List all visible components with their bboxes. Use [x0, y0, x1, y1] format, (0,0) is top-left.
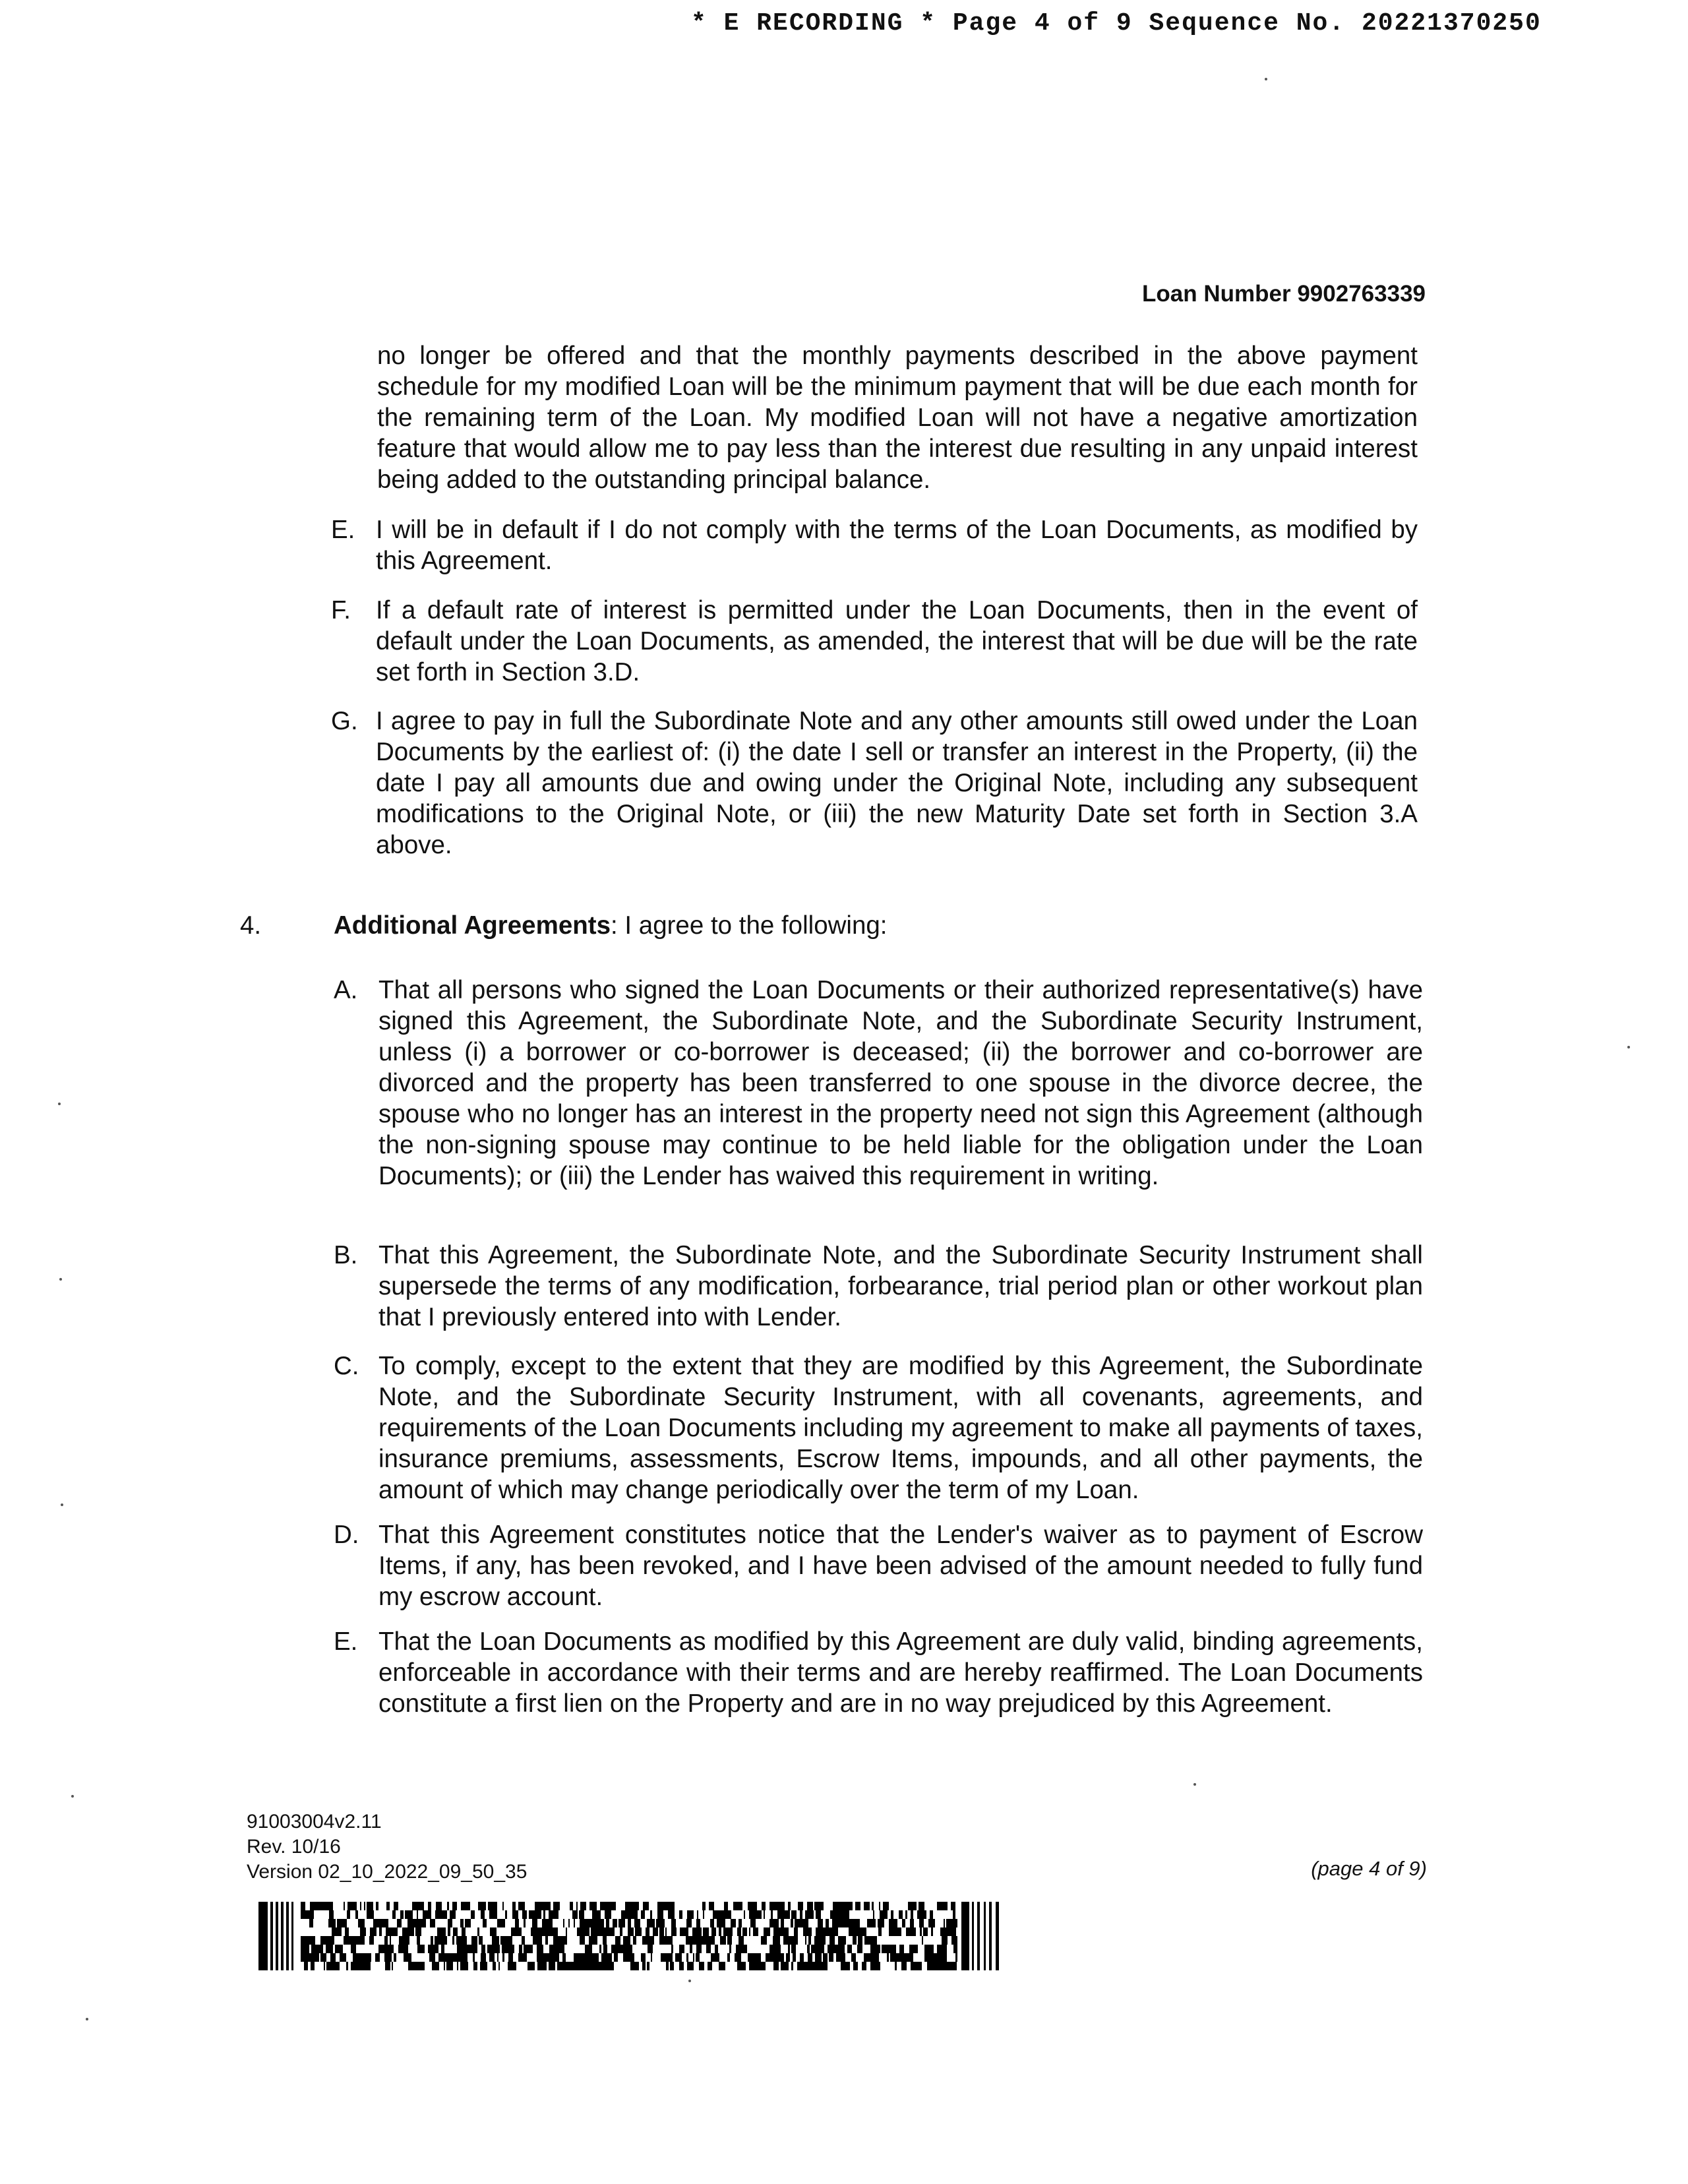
scan-speck: [86, 2018, 88, 2020]
recording-header: * E RECORDING * Page 4 of 9 Sequence No. 20221370250: [691, 9, 1542, 38]
scan-speck: [1193, 1783, 1196, 1786]
section3-item-e: [331, 514, 1418, 576]
item-letter: C.: [334, 1352, 359, 1380]
section4-item-c: [334, 1350, 1423, 1505]
item-letter: G.: [331, 707, 358, 735]
scan-speck: [58, 1103, 61, 1105]
section-title: Additional Agreements: [334, 911, 611, 940]
continued-paragraph: no longer be offered and that the monthly payments described in the above payment schedule for my modified Loan will be the minimum payment that will be due each month for the remaining term of the Loan. My modified Loan will not have a negative amortization feature that would allow me to pay less than the interest due resulting in any unpaid interest being added to the outstanding principal balance.: [377, 342, 1418, 494]
pdf417-barcode: [258, 1902, 1002, 1970]
item-text: That all persons who signed the Loan Documents or their authorized representative(s) have signed this Agreement, the Subordinate Note, and the Subordinate Security Instrument, unless (i) a borrower or co-borrower is deceased; (ii) the borrower and co-borrower are divorced and the property has been transferred to one spouse in the divorce decree, the spouse who no longer has an interest in the property need not sign this Agreement (although the non-signing spouse may continue to be held liable for the obligation under the Loan Documents); or (iii) the Lender has waived this requirement in writing.: [378, 976, 1423, 1190]
section-4-heading: [240, 910, 887, 941]
section-number: 4.: [240, 911, 262, 940]
scan-speck: [1265, 78, 1267, 80]
scan-speck: [61, 1503, 63, 1506]
item-letter: B.: [334, 1241, 358, 1269]
scan-speck: [1627, 1046, 1630, 1048]
item-text: If a default rate of interest is permitted under the Loan Documents, then in the event of default under the Loan Documents, as amended, the interest that will be due will be the rate set forth in Section 3.D.: [376, 596, 1418, 686]
section4-item-d: [334, 1519, 1423, 1612]
item-letter: E.: [331, 516, 355, 544]
scan-speck: [688, 1980, 691, 1982]
section4-item-a: [334, 975, 1423, 1192]
item-text: I will be in default if I do not comply with the terms of the Loan Documents, as modified by this Agreement.: [376, 516, 1418, 575]
section3-item-g: [331, 706, 1418, 861]
item-text: I agree to pay in full the Subordinate Note and any other amounts still owed under the Loan Documents by the earliest of: (i) the date I sell or transfer an interest in the Property, (ii) the date I pay all amounts due and owing under the Original Note, including any subsequent modifications to the Original Note, or (iii) the new Maturity Date set forth in Section 3.A above.: [376, 707, 1418, 859]
item-letter: A.: [334, 976, 358, 1004]
form-id: 91003004v2.11: [247, 1811, 382, 1833]
item-letter: E.: [334, 1627, 358, 1656]
section3-item-f: [331, 595, 1418, 688]
form-revision: Rev. 10/16: [247, 1836, 341, 1858]
loan-number: Loan Number 9902763339: [1142, 281, 1426, 307]
item-text: To comply, except to the extent that they are modified by this Agreement, the Subordinate Note, and the Subordinate Security Instrument, with all covenants, agreements, and requirements of the Loan Documents including my agreement to make all payments of taxes, insurance premiums, assessments, Escrow Items, impounds, and all other payments, the amount of which may change periodically over the term of my Loan.: [378, 1352, 1423, 1504]
item-text: That this Agreement constitutes notice that the Lender's waiver as to payment of Escrow Items, if any, has been revoked, and I have been advised of the amount needed to fully fund my escrow account.: [378, 1521, 1423, 1611]
section4-item-b: [334, 1240, 1423, 1333]
page-indicator: (page 4 of 9): [1311, 1857, 1427, 1880]
section4-item-e: [334, 1626, 1423, 1719]
item-text: That this Agreement, the Subordinate Note, and the Subordinate Security Instrument shall supersede the terms of any modification, forbearance, trial period plan or other workout plan that I previously entered into with Lender.: [378, 1241, 1423, 1331]
item-text: That the Loan Documents as modified by this Agreement are duly valid, binding agreements, enforceable in accordance with their terms and are hereby reaffirmed. The Loan Documents constitute a first lien on the Property and are in no way prejudiced by this Agreement.: [378, 1627, 1423, 1718]
scan-speck: [59, 1278, 62, 1281]
item-letter: F.: [331, 596, 351, 624]
scan-speck: [71, 1795, 74, 1798]
footer-form-info: [247, 1809, 527, 1885]
section-intro: : I agree to the following:: [611, 911, 888, 940]
item-letter: D.: [334, 1521, 359, 1549]
form-version: Version 02_10_2022_09_50_35: [247, 1861, 528, 1883]
